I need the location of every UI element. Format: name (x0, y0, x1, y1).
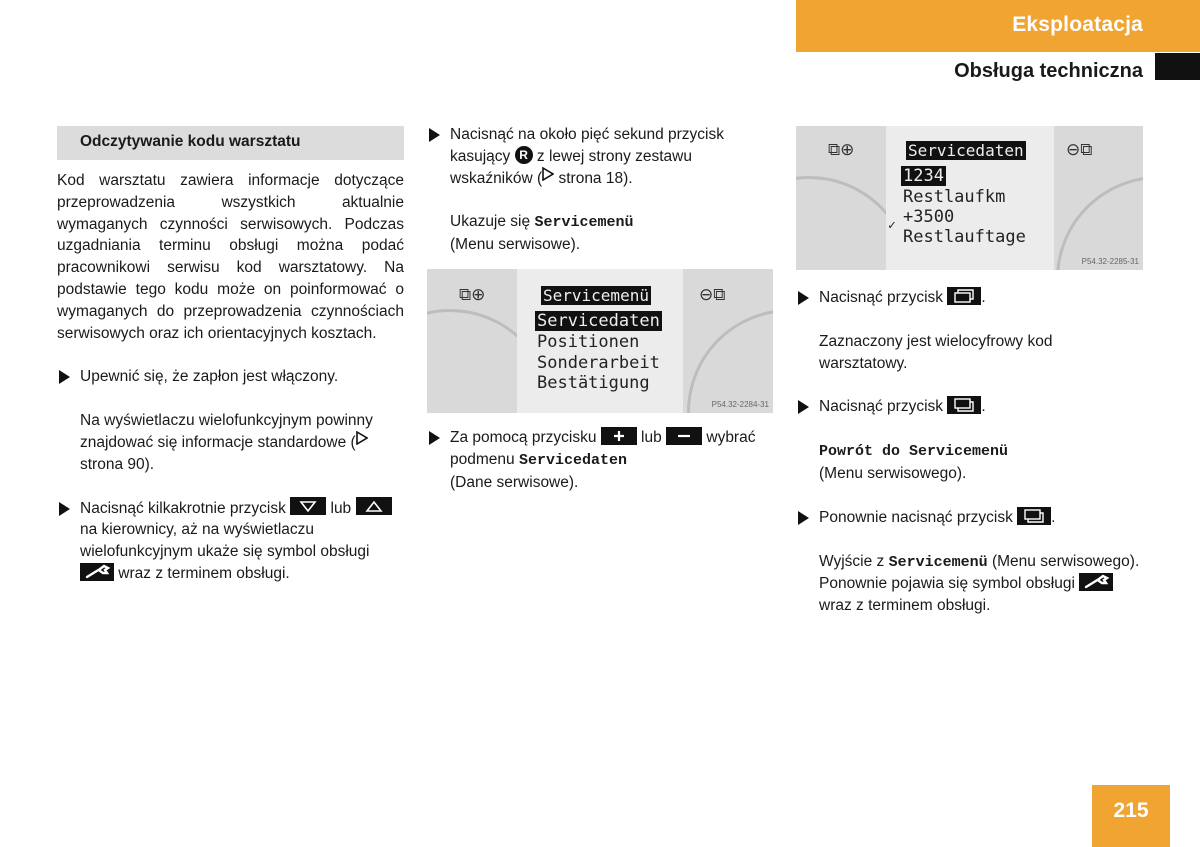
page-reference-triangle-icon (356, 430, 368, 452)
minus-key-icon (666, 427, 702, 445)
next-display-key-icon (947, 287, 981, 305)
page-reference-triangle-icon (542, 166, 554, 188)
display-title: Servicedaten (908, 141, 1024, 160)
section-title: Obsługa techniczna (954, 60, 1143, 82)
scroll-down-key-icon (290, 497, 326, 515)
servicemenu-appears: Ukazuje się Servicemenü (Menu serwisowe). (450, 213, 634, 254)
display-right-icons: ⊖⧉ (699, 285, 726, 305)
figure-code: P54.32-2285-31 (1081, 257, 1139, 266)
intro-paragraph: Kod warsztatu zawiera informacje dotyczące przeprowadzenia wszystkich aktualnie wymaganych czynności serwisowych. Podczas uzgadniania terminu obsługi można podać pracownikowi serwisu kod warsztatowy. Na podstawie tego kodu może on poinformować o wymaganych do przeprowadzenia czynnościach serwisowych oraz ich orientacyjnych kosztach. (57, 172, 404, 342)
reset-key-icon: R (515, 146, 533, 164)
servicedaten-display (796, 126, 1143, 270)
display-code-selected: 1234 (903, 166, 944, 186)
bullet-arrow-icon (798, 291, 809, 305)
step-previous-key-again: Ponownie nacisnąć przycisk . (796, 507, 1143, 529)
previous-display-key-icon (947, 396, 981, 414)
step-reset-key: Nacisnąć na około pięć sekund przycisk kasujący R z lewej strony zestawu wskaźników ( strona 18). (427, 124, 773, 189)
display-title: Servicemenü (543, 286, 649, 305)
wrench-icon (1079, 573, 1113, 591)
section-heading-bar (57, 126, 404, 160)
step-next-key-note: Zaznaczony jest wielocyfrowy kod warsztatowy. (819, 332, 1053, 372)
display-line: Positionen (537, 332, 640, 352)
bullet-arrow-icon (429, 431, 440, 445)
step-select-servicedaten: Za pomocą przycisku lub wybrać podmenu Servicedaten (Dane serwisowe). (427, 427, 773, 493)
bullet-arrow-icon (59, 502, 70, 516)
page-number: 215 (1113, 799, 1149, 822)
step-next-key: Nacisnąć przycisk . (796, 287, 1143, 309)
scroll-up-key-icon (356, 497, 392, 515)
display-line: Bestätigung (537, 373, 650, 393)
chapter-tab (796, 0, 1200, 52)
page-number-box (1092, 785, 1170, 847)
chapter-title: Eksploatacja (1012, 13, 1143, 36)
middle-column-lower (427, 427, 773, 493)
display-left-icons: ⧉⊕ (459, 285, 486, 305)
bullet-arrow-icon (798, 400, 809, 414)
left-column (57, 170, 404, 585)
step-previous-key: Nacisnąć przycisk . (796, 396, 1143, 418)
check-icon: ✓ (888, 218, 896, 233)
middle-column (427, 124, 773, 256)
exit-servicemenu: Wyjście z Servicemenü (Menu serwisowego). Ponownie pojawia się symbol obsługi wraz z terminem obsługi. (819, 552, 1140, 615)
right-column (796, 287, 1143, 617)
section-heading: Odczytywanie kodu warsztatu (80, 133, 301, 150)
display-line-selected: Servicedaten (537, 311, 660, 331)
bullet-arrow-icon (429, 128, 440, 142)
back-to-servicemenu: Powrót do Servicemenü (Menu serwisowego). (819, 443, 1009, 482)
bullet-arrow-icon (59, 370, 70, 384)
wrench-icon (80, 563, 114, 581)
display-left-icons: ⧉⊕ (828, 140, 855, 160)
plus-key-icon (601, 427, 637, 445)
servicemenu-display (427, 269, 773, 413)
previous-display-key-icon (1017, 507, 1051, 525)
display-right-icons: ⊖⧉ (1066, 140, 1093, 160)
step-ignition-note: Na wyświetlaczu wielofunkcyjnym powinny znajdować się informacje standardowe ( strona 90). (80, 412, 373, 473)
display-line: Sonderarbeit (537, 353, 660, 373)
bullet-arrow-icon (798, 511, 809, 525)
figure-code: P54.32-2284-31 (711, 400, 769, 409)
step-select-service-symbol: Nacisnąć kilkakrotnie przycisk lub na kierownicy, aż na wyświetlaczu wielofunkcyjnym ukaże się symbol obsługi wraz z terminem obsługi. (57, 498, 404, 585)
step-ignition: Upewnić się, że zapłon jest włączony. (57, 366, 404, 388)
display-line: Restlaufkm (903, 187, 1006, 207)
section-marker (1155, 53, 1200, 80)
display-line: Restlauftage (903, 227, 1026, 247)
display-line: +3500 (903, 207, 955, 227)
